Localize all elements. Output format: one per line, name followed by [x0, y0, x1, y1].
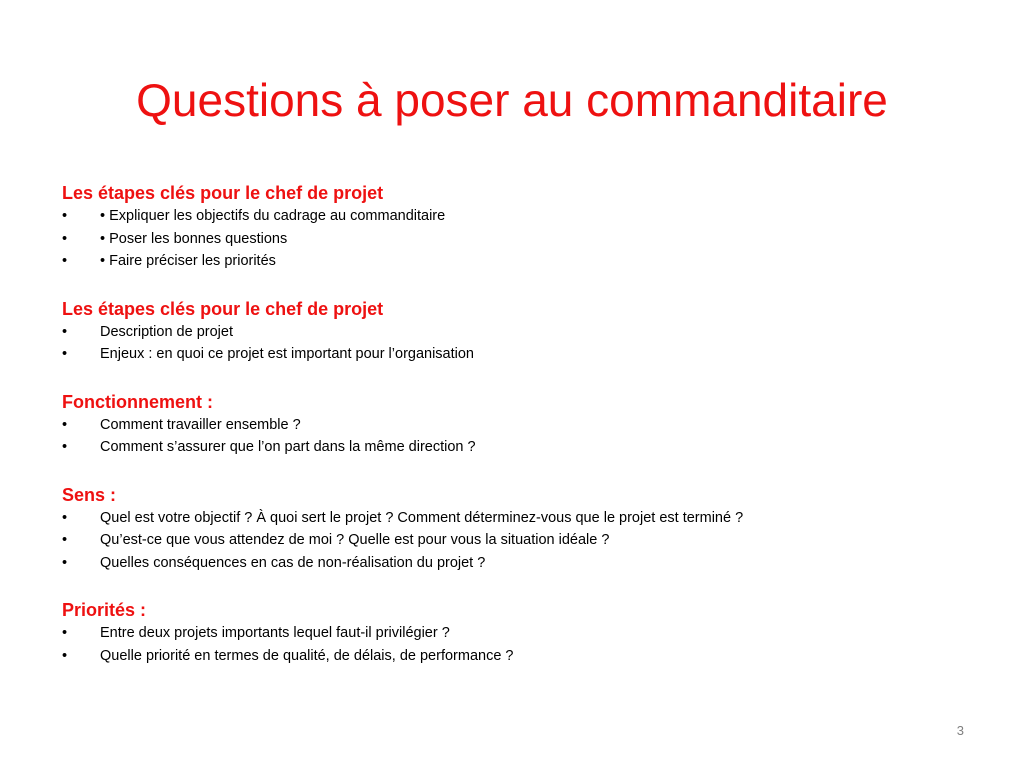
list-item — [62, 343, 962, 366]
bullet-icon: • — [62, 532, 68, 548]
list-item-text: Qu’est-ce que vous attendez de moi ? Quelle est pour vous la situation idéale ? — [100, 532, 610, 548]
slide-title: Questions à poser au commanditaire — [136, 74, 888, 126]
list-item — [62, 436, 962, 459]
bullet-icon: • — [62, 253, 68, 269]
bullet-icon: • — [62, 554, 68, 571]
list-item — [62, 645, 962, 668]
bullet-icon: • — [62, 323, 68, 340]
list-item — [62, 205, 962, 228]
list-item-text: Description de projet — [100, 323, 233, 340]
list-item-text: • Faire préciser les priorités — [100, 253, 276, 269]
bullet-icon: • — [62, 230, 68, 247]
list-item — [62, 507, 962, 530]
page-number: 3 — [956, 723, 964, 738]
section-project-description — [62, 297, 962, 366]
bullet-icon: • — [62, 647, 68, 664]
section-key-steps — [62, 181, 962, 273]
list-item-text: Enjeux : en quoi ce projet est important pour l’organisation — [100, 346, 474, 362]
list-item — [62, 250, 962, 273]
section-heading: Les étapes clés pour le chef de projet — [62, 298, 384, 319]
list-item-text: Comment s’assurer que l’on part dans la même direction ? — [100, 439, 476, 455]
section-heading: Fonctionnement : — [62, 391, 213, 412]
list-item-text: Entre deux projets importants lequel faut-il privilégier ? — [100, 625, 450, 641]
list-item-text: Quelle priorité en termes de qualité, de délais, de performance ? — [100, 647, 514, 664]
list-item — [62, 228, 962, 251]
list-item — [62, 552, 962, 575]
bullet-icon: • — [62, 346, 68, 362]
list-item — [62, 529, 962, 552]
list-item — [62, 622, 962, 645]
list-item-text: • Expliquer les objectifs du cadrage au commanditaire — [100, 208, 446, 224]
bullet-icon: • — [62, 625, 68, 641]
slide-content — [62, 181, 962, 691]
section-heading: Les étapes clés pour le chef de projet — [62, 183, 384, 203]
list-item-text: • Poser les bonnes questions — [100, 230, 288, 247]
list-item-text: Quelles conséquences en cas de non-réalisation du projet ? — [100, 554, 486, 571]
list-item — [62, 414, 962, 437]
section-meaning — [62, 483, 962, 575]
section-heading: Sens : — [62, 484, 117, 505]
section-functioning — [62, 390, 962, 459]
bullet-icon: • — [62, 509, 68, 526]
list-item-text: Comment travailler ensemble ? — [100, 416, 301, 433]
bullet-icon: • — [62, 416, 68, 433]
list-item — [62, 321, 962, 344]
bullet-icon: • — [62, 439, 68, 455]
section-heading: Priorités : — [62, 600, 147, 620]
list-item-text: Quel est votre objectif ? À quoi sert le projet ? Comment déterminez-vous que le projet est terminé ? — [100, 509, 744, 526]
section-priorities — [62, 598, 962, 667]
bullet-icon: • — [62, 208, 68, 224]
